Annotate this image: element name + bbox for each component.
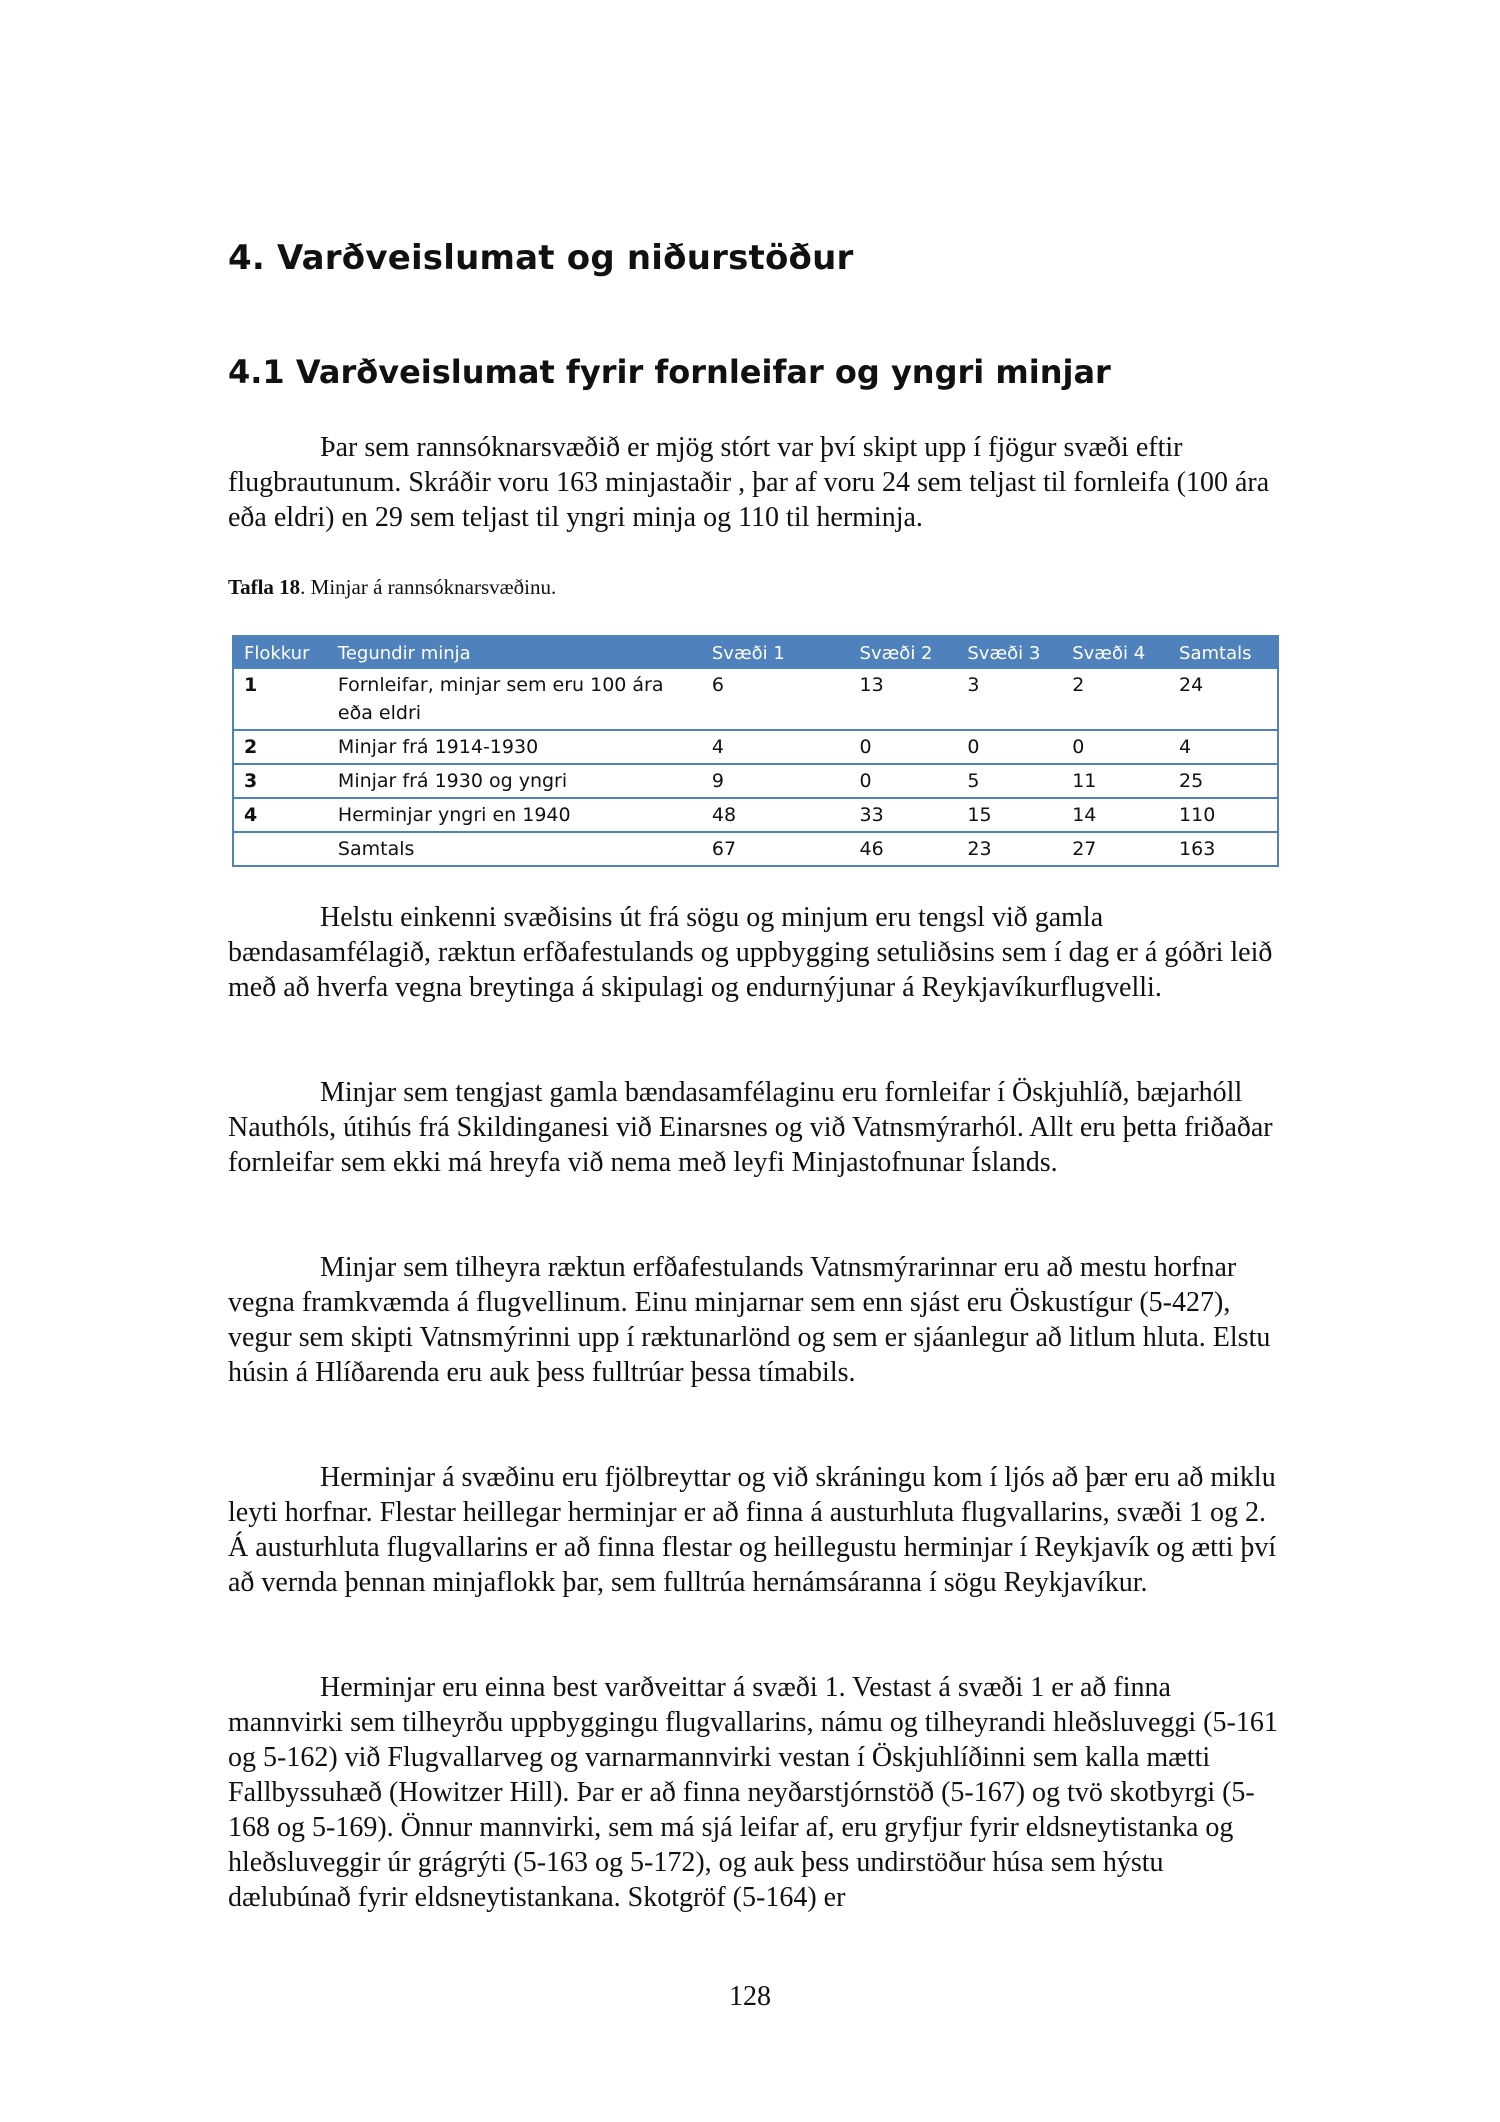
paragraph-area-1: Herminjar eru einna best varðveittar á svæði 1. Vestast á svæði 1 er að finna mannvirki sem tilheyrðu uppbyggingu flugvallarins, námu og tilheyrandi hleðsluveggi (5-161 og 5-162) við Flugvallarveg og varnarmannvirki vestan í Öskjuhlíðinni sem kalla mætti Fallbyssuhæð (Howitzer Hill). Þar er að finna neyðarstjórnstöð (5-167) og tvö skotbyrgi (5-168 og 5-169). Önnur mannvirki, sem má sjá leifar af, eru gryfjur fyrir eldsneytistanka og hleðsluveggir úr grágrýti (5-163 og 5-172), og auk þess undirstöður húsa sem hýstu dælubúnað fyrir eldsneytistankana. Skotgröf (5-164) er — [228, 1672, 1278, 1913]
section-heading: 4.1 Varðveislumat fyrir fornleifar og yngri minjar — [228, 353, 1111, 391]
table-cell: 163 — [1179, 838, 1216, 860]
table-cell-category: 3 — [233, 764, 328, 798]
paragraph-intro: Þar sem rannsóknarsvæðið er mjög stórt var því skipt upp í fjögur svæði eftir flugbrautunum. Skráðir voru 163 minjastaðir , þar af voru 24 sem teljast til fornleifa (100 ára eða eldri) en 29 sem teljast til yngri minja og 110 til herminja. — [228, 432, 1270, 533]
table-cell: 6 — [702, 669, 850, 730]
table-header-cell: Svæði 1 — [702, 636, 850, 669]
table-cell-category: 1 — [233, 669, 328, 730]
table-cell: 9 — [702, 764, 850, 798]
table-cell: 11 — [1062, 764, 1169, 798]
table-cell: 2 — [1062, 669, 1169, 730]
table-header-row — [233, 636, 1278, 669]
table-cell: 27 — [1072, 838, 1097, 860]
table-cell: 5 — [957, 764, 1062, 798]
table-cell: 48 — [702, 798, 850, 832]
table-cell: 110 — [1169, 798, 1278, 832]
table-cell: 0 — [1062, 730, 1169, 764]
table-cell: 67 — [711, 838, 737, 860]
table-cell-type: Minjar frá 1914-1930 — [328, 730, 702, 764]
table-header-cell: Samtals — [1169, 636, 1278, 669]
table-cell-type: Minjar frá 1930 og yngri — [328, 764, 702, 798]
minjar-table — [232, 635, 1279, 867]
table-cell: 24 — [1169, 669, 1278, 730]
table-row — [233, 798, 1278, 832]
table-cell-category: 4 — [233, 798, 328, 832]
table-cell-category — [233, 832, 328, 866]
chapter-heading: 4. Varðveislumat og niðurstöður — [228, 238, 854, 278]
table-cell: 23 — [967, 838, 992, 860]
table-total-row — [233, 832, 1278, 866]
table-caption — [228, 575, 556, 600]
table-cell: 13 — [850, 669, 958, 730]
page-number: 128 — [729, 1981, 771, 2012]
table-row — [233, 730, 1278, 764]
table-cell: 25 — [1169, 764, 1278, 798]
table-row — [233, 669, 1278, 730]
table-cell-category: 2 — [233, 730, 328, 764]
table-cell: 33 — [850, 798, 958, 832]
table-cell: 15 — [957, 798, 1062, 832]
table-header-cell: Flokkur — [233, 636, 328, 669]
table-cell: 46 — [859, 838, 884, 860]
table-cell: 14 — [1062, 798, 1169, 832]
table-cell: 4 — [1169, 730, 1278, 764]
table-caption-label: Tafla 18 — [228, 575, 301, 599]
paragraph-cultivation: Minjar sem tilheyra ræktun erfðafestulands Vatnsmýrarinnar eru að mestu horfnar vegna framkvæmda á flugvellinum. Einu minjarnar sem enn sjást eru Öskustígur (5-427), vegur sem skipti Vatnsmýrinni upp í ræktunarlönd og sem er sjáanlegur að litlum hluta. Elstu húsin á Hlíðarenda eru auk þess fulltrúar þessa tímabils. — [228, 1252, 1271, 1388]
table-header-cell: Svæði 2 — [850, 636, 958, 669]
table-cell: 0 — [850, 764, 958, 798]
table-header-cell: Svæði 3 — [957, 636, 1062, 669]
table-cell: 0 — [957, 730, 1062, 764]
table-cell: 0 — [850, 730, 958, 764]
table-cell: 4 — [702, 730, 850, 764]
table-cell-type: Herminjar yngri en 1940 — [328, 798, 702, 832]
table-cell-type: Fornleifar, minjar sem eru 100 ára eða eldri — [328, 669, 702, 730]
table-header-cell: Svæði 4 — [1062, 636, 1169, 669]
table-header-cell: Tegundir minja — [328, 636, 702, 669]
table-cell-type: Samtals — [337, 838, 415, 860]
table-caption-text: . Minjar á rannsóknarsvæðinu. — [300, 575, 557, 599]
paragraph-war-remains: Herminjar á svæðinu eru fjölbreyttar og við skráningu kom í ljós að þær eru að miklu leyti horfnar. Flestar heillegar herminjar er að finna á austurhluta flugvallarins, svæði 1 og 2. Á austurhluta flugvallarins er að finna flestar og heillegustu herminjar í Reykjavík og ætti því að vernda þennan minjaflokk þar, sem fulltrúa hernámsáranna í sögu Reykjavíkur. — [228, 1462, 1277, 1598]
table-row — [233, 764, 1278, 798]
table-cell: 3 — [957, 669, 1062, 730]
paragraph-characteristics: Helstu einkenni svæðisins út frá sögu og minjum eru tengsl við gamla bændasamfélagið, ræktun erfðafestulands og uppbygging setuliðsins sem í dag er á góðri leið með að hverfa vegna breytinga á skipulagi og endurnýjunar á Reykjavíkurflugvelli. — [228, 902, 1273, 1003]
paragraph-farming-society: Minjar sem tengjast gamla bændasamfélaginu eru fornleifar í Öskjuhlíð, bæjarhóll Nauthóls, útihús frá Skildinganesi við Einarsnes og við Vatnsmýrarhól. Allt eru þetta friðaðar fornleifar sem ekki má hreyfa við nema með leyfi Minjastofnunar Íslands. — [228, 1077, 1273, 1178]
